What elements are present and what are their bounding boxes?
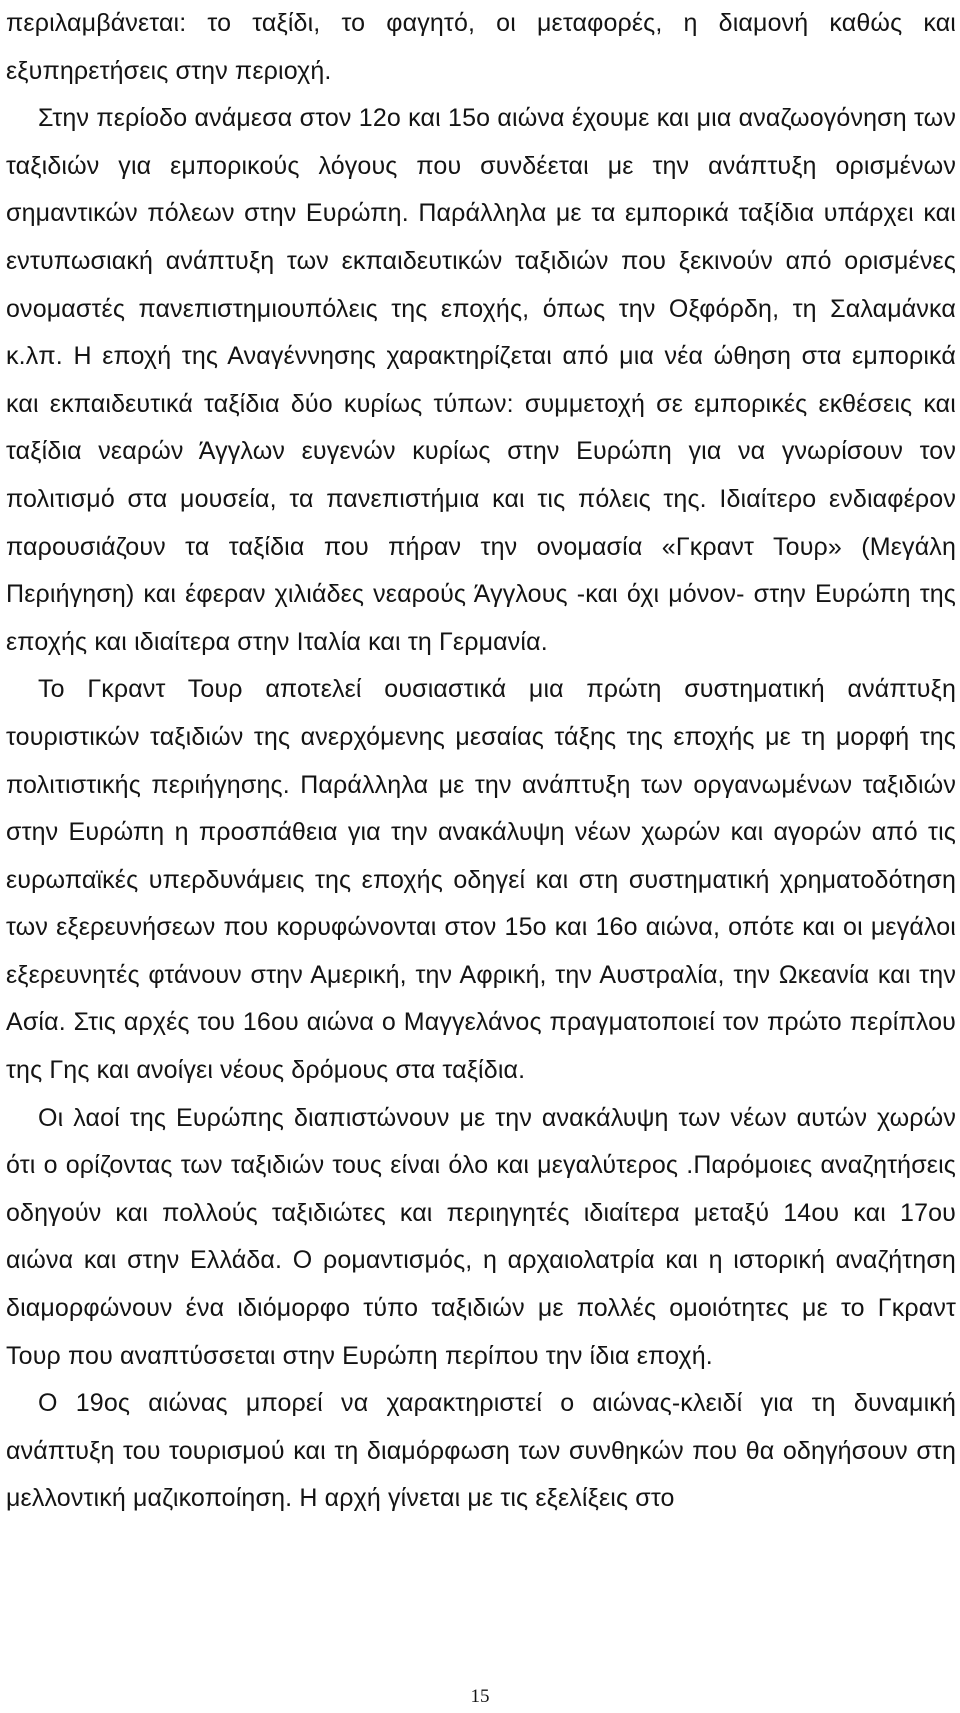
paragraph-12th-15th-century: Στην περίοδο ανάμεσα στον 12ο και 15ο αιώνα έχουμε και μια αναζωογόνηση των ταξιδιών για εμπορικούς λόγους που συνδέεται με την ανάπτυξη ορισμένων σημαντικών πόλεων στην Ευρώπη. Παράλληλα με τα εμπορικά ταξίδια υπάρχει και εντυπωσιακή ανάπτυξη των εκπαιδευτικών ταξιδιών που ξεκινούν από ορισμένες ονομαστές πανεπιστημιουπόλεις της εποχής, όπως την Οξφόρδη, τη Σαλαμάνκα κ.λπ. Η εποχή της Αναγέννησης χαρακτηρίζεται από μια νέα ώθηση στα εμπορικά και εκπαιδευτικά ταξίδια δύο κυρίως τύπων: συμμετοχή σε εμπορικές εκθέσεις και ταξίδια νεαρών Άγγλων ευγενών κυρίως στην Ευρώπη για να γνωρίσουν τον πολιτισμό στα μουσεία, τα πανεπιστήμια και τις πόλεις της. Ιδιαίτερο ενδιαφέρον παρουσιάζουν τα ταξίδια που πήραν την ονομασία «Γκραντ Τουρ» (Μεγάλη Περιήγηση) και έφεραν χιλιάδες νεαρούς Άγγλους -και όχι μόνον- στην Ευρώπη της εποχής και ιδιαίτερα στην Ιταλία και τη Γερμανία.: [6, 104, 956, 656]
paragraph-continuation: περιλαμβάνεται: το ταξίδι, το φαγητό, οι μεταφορές, η διαμονή καθώς και εξυπηρετήσεις στην περιοχή.: [6, 9, 956, 85]
paragraph-european-peoples: Οι λαοί της Ευρώπης διαπιστώνουν με την ανακάλυψη των νέων αυτών χωρών ότι ο ορίζοντας των ταξιδιών τους είναι όλο και μεγαλύτερος .Παρόμοιες αναζητήσεις οδηγούν και πολλούς ταξιδιώτες και περιηγητές ιδιαίτερα μεταξύ 14ου και 17ου αιώνα και στην Ελλάδα. Ο ρομαντισμός, η αρχαιολατρία και η ιστορική αναζήτηση διαμορφώνουν ένα ιδιόμορφο τύπο ταξιδιών με πολλές ομοιότητες με το Γκραντ Τουρ που αναπτύσσεται στην Ευρώπη περίπου την ίδια εποχή.: [6, 1103, 956, 1370]
paragraph-19th-century: Ο 19ος αιώνας μπορεί να χαρακτηριστεί ο αιώνας-κλειδί για τη δυναμική ανάπτυξη του τουρισμού και τη διαμόρφωση των συνθηκών που θα οδηγήσουν στη μελλοντική μαζικοποίηση. Η αρχή γίνεται με τις εξελίξεις στο: [6, 1389, 956, 1513]
page-number: 15: [470, 1686, 490, 1707]
paragraph-grand-tour: Το Γκραντ Τουρ αποτελεί ουσιαστικά μια πρώτη συστηματική ανάπτυξη τουριστικών ταξιδιών της ανερχόμενης μεσαίας τάξης της εποχής με τη μορφή της πολιτιστικής περιήγησης. Παράλληλα με την ανάπτυξη των οργανωμένων ταξιδιών στην Ευρώπη η προσπάθεια για την ανακάλυψη νέων χωρών και αγορών από τις ευρωπαϊκές υπερδυνάμεις της εποχής οδηγεί και στη συστηματική χρηματοδότηση των εξερευνήσεων που κορυφώνονται στον 15ο και 16ο αιώνα, οπότε και οι μεγάλοι εξερευνητές φτάνουν στην Αμερική, την Αφρική, την Αυστραλία, την Ωκεανία και την Ασία. Στις αρχές του 16ου αιώνα ο Μαγγελάνος πραγματοποιεί τον πρώτο περίπλου της Γης και ανοίγει νέους δρόμους στα ταξίδια.: [6, 675, 956, 1085]
body-text: [6, 0, 956, 1523]
